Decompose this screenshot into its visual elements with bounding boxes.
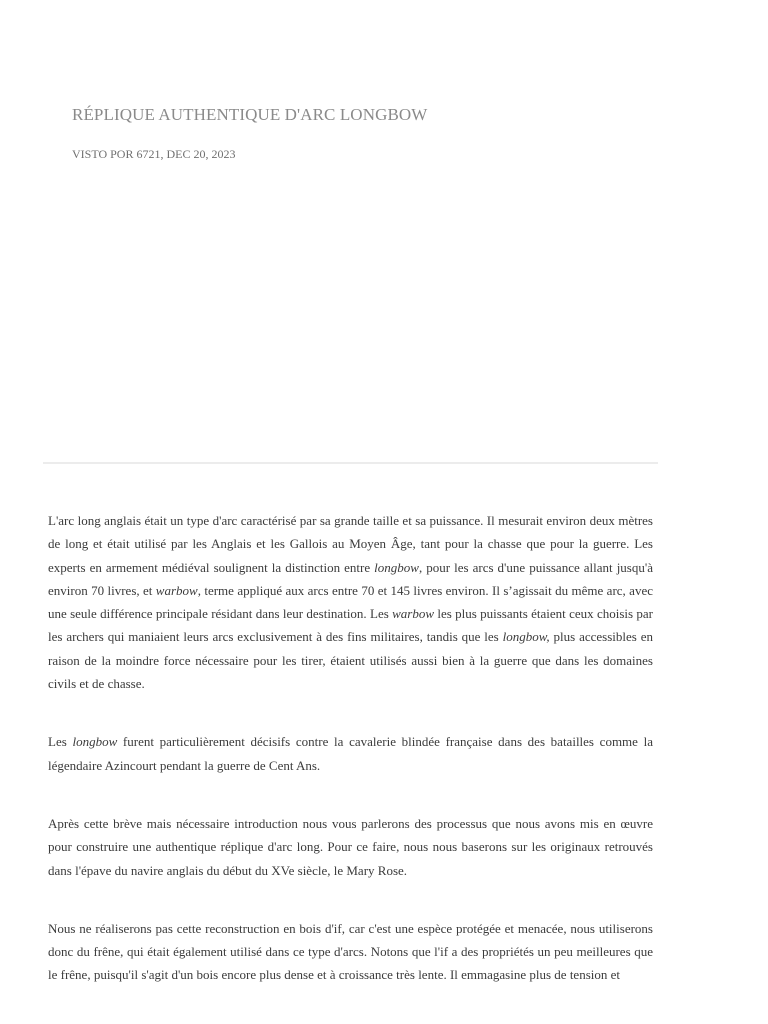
paragraph-1 (48, 509, 653, 695)
text: furent particulièrement décisifs contre la cavalerie blindée française dans des batailles comme la légendaire Azincourt pendant la guerre de Cent Ans. (48, 734, 653, 773)
paragraph-2 (48, 730, 653, 777)
post-meta: VISTO POR 6721, DEC 20, 2023 (72, 147, 236, 161)
text: L'arc long anglais était un type d'arc caractérisé par sa grande taille et sa puissance. Il mesurait environ deux mètres de long et était utilisé par les Anglais et les Gallois au Moyen Âge, tant pour la chasse que pour la guerre. Les experts en armement médiéval soulignent la distinction entre (48, 513, 653, 575)
emphasis-warbow: warbow (155, 582, 198, 598)
emphasis-warbow: warbow (392, 606, 435, 622)
text: plus accessibles en raison de la moindre force nécessaire pour les tirer, étaient utilisés aussi bien à la guerre que dans les domaines civils et de chasse. (48, 629, 653, 692)
emphasis-longbow: longbow (72, 734, 118, 750)
paragraph-3: Après cette brève mais nécessaire introduction nous vous parlerons des processus que nous avons mis en œuvre pour construire une authentique réplique d'arc long. Pour ce faire, nous nous baserons sur les originaux retrouvés dans l'épave du navire anglais du début du XVe siècle, le Mary Rose. (48, 815, 653, 878)
paragraph-4: Nous ne réaliserons pas cette reconstruction en bois d'if, car c'est une espèce protégée et menacée, nous utiliserons donc du frêne, qui était également utilisé dans ce type d'arcs. Notons que l'if a des propriétés un peu meilleures que le frêne, puisqu'il s'agit d'un bois encore plus dense et à croissance très lente. Il emmagasine plus de tension et (48, 920, 653, 983)
page-title: RÉPLIQUE AUTHENTIQUE D'ARC LONGBOW (72, 105, 428, 124)
article-body (48, 509, 653, 1022)
text: , terme appliqué aux arcs entre 70 et 145 livres environ. Il s’agissait du même arc, avec une seule différence principale résidant dans leur destination. Les (48, 582, 653, 622)
divider (43, 462, 658, 464)
text: Les (48, 734, 73, 750)
article-header (72, 105, 672, 162)
text: , pour les arcs d'une puissance allant jusqu'à environ 70 livres, et (48, 559, 653, 598)
text: les plus puissants étaient ceux choisis par les archers qui maniaient leurs arcs exclusivement à des fins militaires, tandis que les (48, 606, 653, 645)
emphasis-longbow: longbow (374, 559, 419, 575)
emphasis-longbow: longbow, (502, 629, 550, 645)
